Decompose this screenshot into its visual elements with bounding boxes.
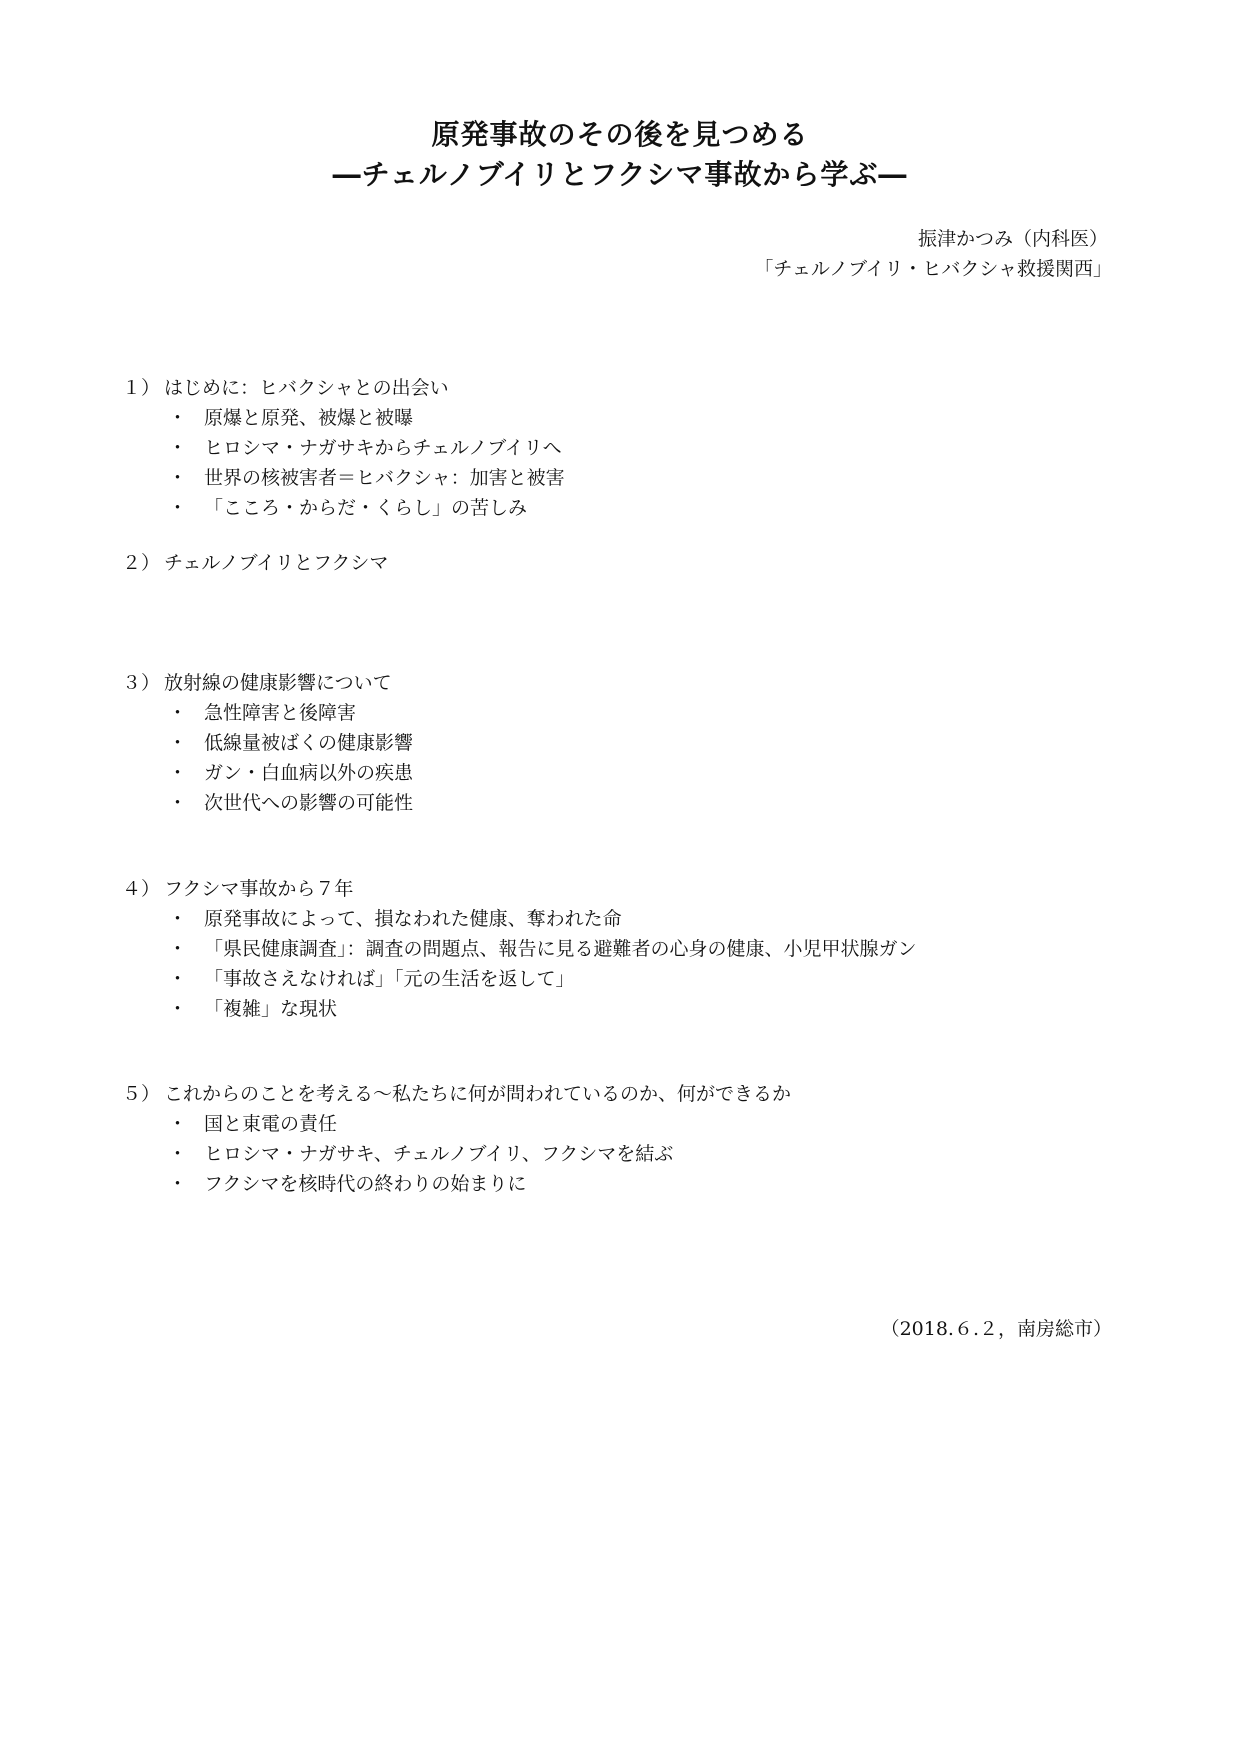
bullet-icon: ・ (168, 938, 188, 960)
section-2 (122, 548, 388, 578)
section-title: 放射線の健康影響について (164, 672, 392, 694)
bullet-icon: ・ (168, 1143, 188, 1165)
section-heading (122, 548, 388, 578)
list-item (122, 1109, 791, 1139)
bullet-list (122, 1109, 791, 1199)
list-item-text: ヒロシマ・ナガサキ、チェルノブイリ、フクシマを結ぶ (204, 1143, 674, 1165)
list-item-text: 急性障害と後障害 (204, 702, 357, 724)
list-item (122, 904, 917, 934)
list-item (122, 934, 917, 964)
bullet-icon: ・ (168, 702, 188, 724)
bullet-icon: ・ (168, 732, 188, 754)
list-item-text: 「県民健康調査」：調査の問題点、報告に見る避難者の心身の健康、小児甲状腺ガン (204, 938, 917, 960)
list-item-text: 「複雑」な現状 (204, 998, 338, 1020)
list-item-text: 次世代への影響の可能性 (204, 792, 414, 814)
section-title: チェルノブイリとフクシマ (164, 552, 389, 574)
bullet-list (122, 698, 413, 818)
section-title: これからのことを考える～私たちに何が問われているのか、何ができるか (164, 1083, 792, 1105)
list-item (122, 463, 565, 493)
section-heading (122, 668, 413, 698)
bullet-icon: ・ (168, 437, 188, 459)
list-item-text: 国と東電の責任 (204, 1113, 338, 1135)
section-3 (122, 668, 413, 818)
footer-date-place: （2018.６.２，南房総市） (880, 1318, 1112, 1340)
list-item (122, 1139, 791, 1169)
list-item (122, 1169, 791, 1199)
bullet-icon: ・ (168, 762, 188, 784)
list-item (122, 788, 413, 818)
section-number: ４） (122, 878, 161, 900)
list-item-text: 低線量被ばくの健康影響 (204, 732, 414, 754)
section-number: ３） (122, 672, 161, 694)
list-item (122, 758, 413, 788)
list-item-text: 「事故さえなければ」「元の生活を返して」 (204, 968, 575, 990)
bullet-icon: ・ (168, 968, 188, 990)
bullet-icon: ・ (168, 407, 188, 429)
list-item (122, 728, 413, 758)
author-name: 振津かつみ（内科医） (917, 228, 1108, 250)
list-item-text: 世界の核被害者＝ヒバクシャ：加害と被害 (204, 467, 565, 489)
section-title: フクシマ事故から７年 (164, 878, 354, 900)
bullet-list (122, 904, 917, 1024)
list-item-text: 原発事故によって、損なわれた健康、奪われた命 (204, 908, 622, 930)
bullet-icon: ・ (168, 792, 188, 814)
section-heading (122, 1079, 791, 1109)
author-organization: 「チェルノブイリ・ヒバクシャ救援関西」 (754, 258, 1112, 280)
bullet-icon: ・ (168, 1113, 188, 1135)
list-item (122, 994, 917, 1024)
bullet-icon: ・ (168, 1173, 188, 1195)
list-item (122, 698, 413, 728)
section-heading (122, 373, 565, 403)
list-item (122, 403, 565, 433)
section-5 (122, 1079, 791, 1199)
list-item (122, 964, 917, 994)
bullet-icon: ・ (168, 998, 188, 1020)
list-item-text: 「こころ・からだ・くらし」の苦しみ (204, 497, 528, 519)
section-4 (122, 874, 917, 1024)
bullet-list (122, 403, 565, 523)
section-heading (122, 874, 917, 904)
list-item-text: 原爆と原発、被爆と被曝 (204, 407, 414, 429)
section-number: ２） (122, 552, 161, 574)
list-item (122, 493, 565, 523)
list-item-text: ガン・白血病以外の疾患 (204, 762, 414, 784)
section-1 (122, 373, 565, 523)
bullet-icon: ・ (168, 467, 188, 489)
page-subtitle: ―チェルノブイリとフクシマ事故から学ぶ― (332, 158, 908, 191)
section-title: はじめに：ヒバクシャとの出会い (164, 377, 449, 399)
bullet-icon: ・ (168, 497, 188, 519)
list-item-text: ヒロシマ・ナガサキからチェルノブイリへ (204, 437, 562, 459)
bullet-icon: ・ (168, 908, 188, 930)
section-number: ５） (122, 1083, 161, 1105)
section-number: １） (122, 377, 161, 399)
page-title: 原発事故のその後を見つめる (431, 118, 809, 151)
list-item-text: フクシマを核時代の終わりの始まりに (204, 1173, 527, 1195)
list-item (122, 433, 565, 463)
